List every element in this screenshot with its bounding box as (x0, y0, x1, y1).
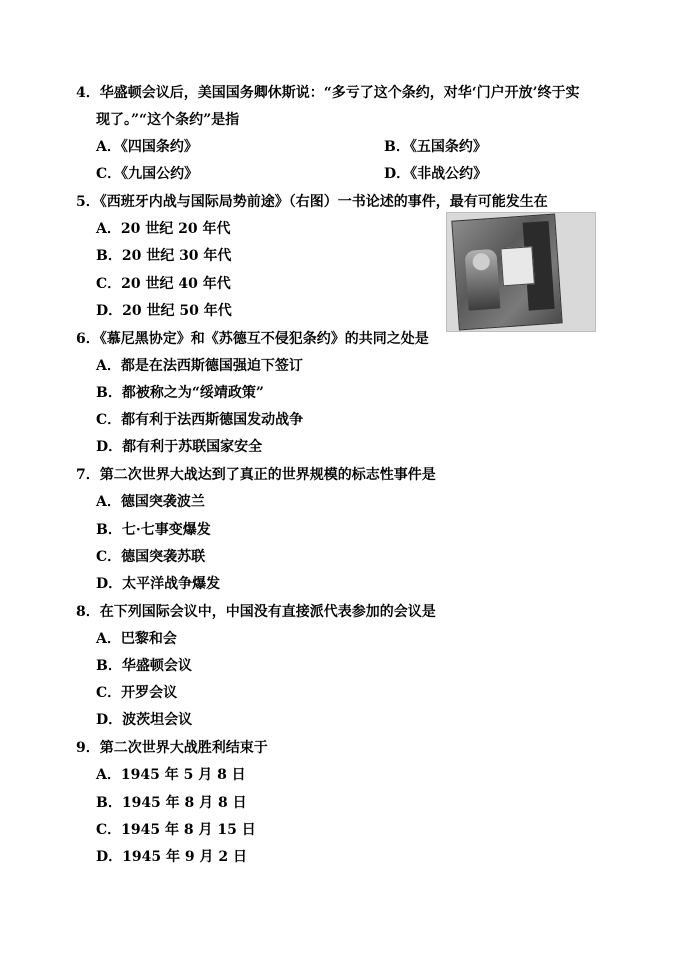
q9-option-c: C．1945 年 8 月 15 日 (96, 822, 256, 838)
q4-option-c: C．《九国公约》 (96, 166, 199, 182)
q4-stem-line-1: 4．华盛顿会议后，美国国务卿休斯说：“多亏了这个条约，对华‘门户开放’终于实 (76, 85, 580, 101)
q8-option-c: C．开罗会议 (96, 685, 178, 701)
q5-option-a: A．20 世纪 20 年代 (96, 221, 231, 237)
q7-option-a: A．德国突袭波兰 (96, 494, 205, 510)
q7-stem-line-1: 7．第二次世界大战达到了真正的世界规模的标志性事件是 (76, 467, 436, 483)
q8-stem-line-1: 8．在下列国际会议中，中国没有直接派代表参加的会议是 (76, 604, 436, 620)
q6-option-b: B．都被称之为“绥靖政策” (96, 385, 264, 401)
q4-option-d: D．《非战公约》 (384, 166, 488, 182)
q5-option-c: C．20 世纪 40 年代 (96, 276, 231, 292)
q8-option-b: B．华盛顿会议 (96, 658, 192, 674)
q5-option-b: B．20 世纪 30 年代 (96, 248, 232, 264)
q9-option-a: A．1945 年 5 月 8 日 (96, 767, 246, 783)
book-cover-photo (446, 212, 596, 332)
q4-option-a: A．《四国条约》 (96, 139, 198, 155)
book-cover-image (451, 214, 562, 331)
q7-option-d: D．太平洋战争爆发 (96, 576, 221, 592)
q4-stem-line-2: 现了。”“这个条约”是指 (96, 112, 240, 128)
q6-stem-line-1: 6．《慕尼黑协定》和《苏德互不侵犯条约》的共同之处是 (76, 331, 429, 347)
q6-option-a: A．都是在法西斯德国强迫下签订 (96, 358, 303, 374)
q9-option-b: B．1945 年 8 月 8 日 (96, 795, 247, 811)
q6-option-c: C．都有利于法西斯德国发动战争 (96, 412, 304, 428)
q6-option-d: D．都有利于苏联国家安全 (96, 439, 263, 455)
q8-option-d: D．波茨坦会议 (96, 712, 193, 728)
q4-option-b: B．《五国条约》 (384, 139, 487, 155)
q5-option-d: D．20 世纪 50 年代 (96, 303, 232, 319)
q9-stem-line-1: 9．第二次世界大战胜利结束于 (76, 740, 268, 756)
book-price-label (500, 246, 535, 286)
q7-option-b: B．七·七事变爆发 (96, 522, 211, 538)
book-illustration-figure (464, 249, 500, 311)
q8-option-a: A．巴黎和会 (96, 631, 177, 647)
q5-stem-line-1: 5．《西班牙内战与国际局势前途》（右图）一书论述的事件，最有可能发生在 (76, 194, 548, 210)
q9-option-d: D．1945 年 9 月 2 日 (96, 849, 247, 865)
q7-option-c: C．德国突袭苏联 (96, 549, 206, 565)
